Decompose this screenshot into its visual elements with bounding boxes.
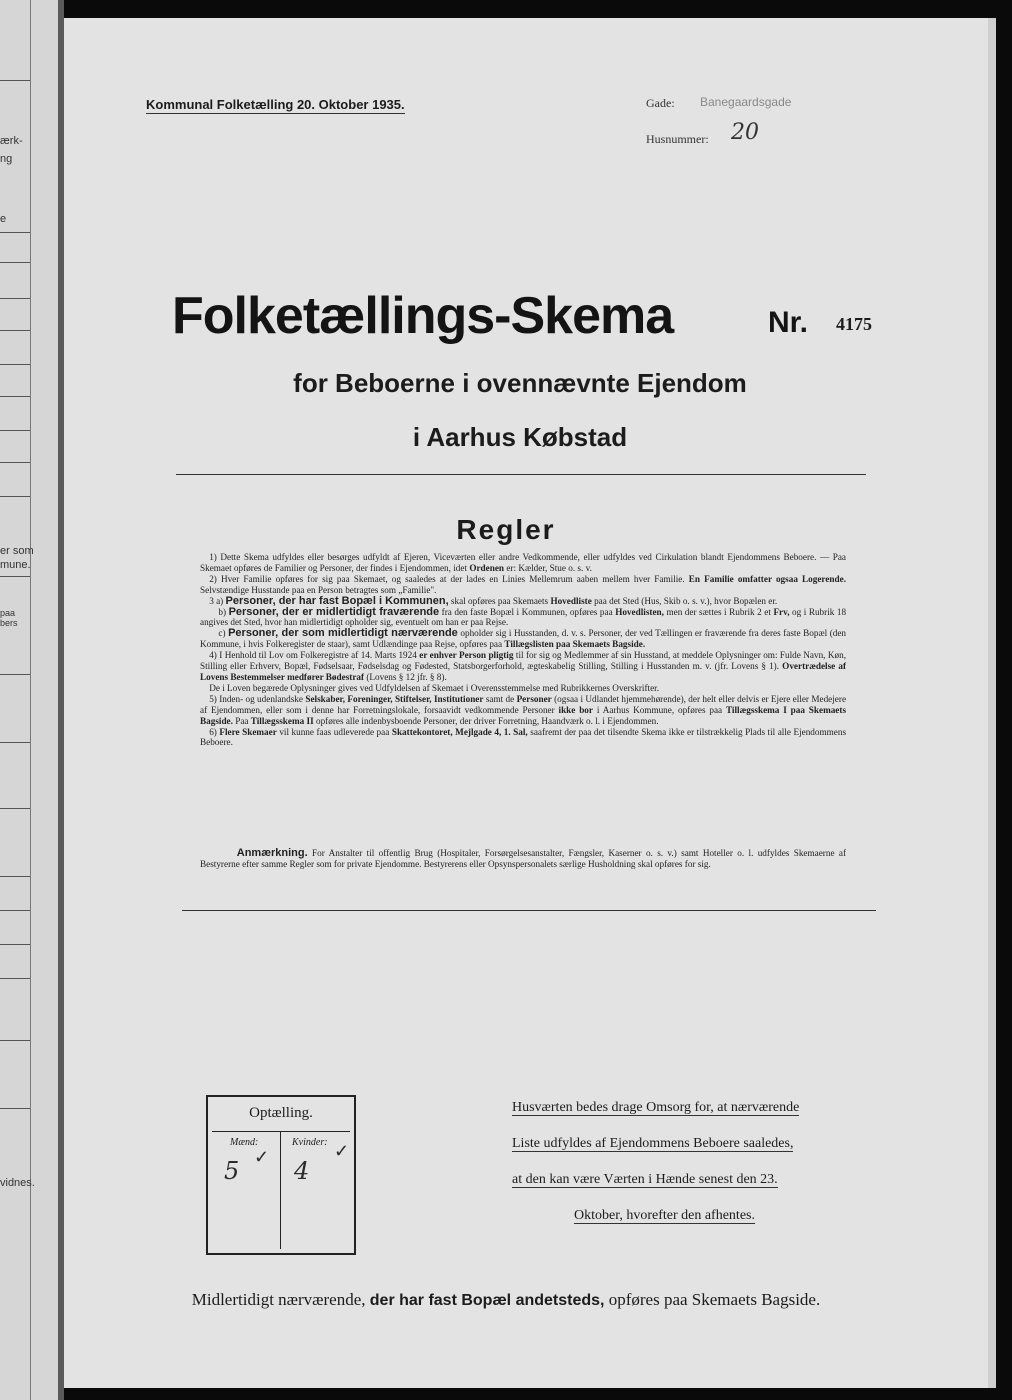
rule-1: 1) Dette Skema udfyldes eller besørges udfyldt af Ejeren, Viceværten eller andre Vedkommende, eller udfyldes ved Cirkulation blandt Ejendommens Beboere. — Paa Skemaet opføres de Familier og Personer, der findes i Ejendommen, idet Ordenen er: Kælder, Stue o. s. v. [200, 552, 846, 573]
remark-divider [182, 910, 876, 911]
notice-line: Husværten bedes drage Omsorg for, at nærværende [512, 1100, 800, 1115]
page-fragment: ng [0, 153, 13, 165]
count-box [206, 1095, 356, 1255]
rule-3a: 3 a) Personer, der har fast Bopæl i Kommunen, skal opføres paa Skemaets Hovedliste paa det Sted (Hus, Skib o. s. v.), hvor Bopælen er. [209, 594, 778, 607]
row-rule [0, 876, 30, 877]
notice-line: Liste udfyldes af Ejendommens Beboere saaledes, [512, 1136, 794, 1151]
row-rule [0, 944, 30, 945]
row-rule [0, 576, 30, 577]
form-subtitle: for Beboerne i ovennævnte Ejendom [293, 368, 747, 398]
check-mark-icon: ✓ [254, 1147, 270, 1167]
row-rule [0, 462, 30, 463]
remark [200, 848, 846, 870]
husnummer-label: Husnummer: [646, 132, 709, 146]
form-number: 4175 [836, 314, 872, 334]
row-rule [0, 808, 30, 809]
rule-3b: b) Personer, der er midlertidigt fraværende fra den faste Bopæl i Kommunen, opføres paa Hovedlisten, men der sættes i Rubrik 2 et Frv, og i Rubrik 18 angives det Sted, hvor han midlertidigt opholder sig, eventuelt om han er paa Rejse. [200, 605, 847, 628]
rule-5: 5) Inden- og udenlandske Selskaber, Foreninger, Stiftelser, Institutioner samt de Personer (ogsaa i Udlandet hjemmehørende), der helt eller delvis er Ejere eller Medejere af Ejendommen, eller som i denne har Forretningslokale, forsaavidt vedkommende Personer ikke bor i Aarhus Kommune, opføres paa Tillægsskema I paa Skemaets Bagside. Paa Tillægsskema II opføres alle indenbysboende Personer, der driver Forretning, Haandværk o. l. i Ejendommen. [200, 693, 847, 726]
census-heading: Kommunal Folketælling 20. Oktober 1935. [146, 97, 405, 112]
gade-label: Gade: [646, 96, 675, 110]
remark-text: For Anstalter til offentlig Brug (Hospitaler, Forsørgelsesanstalter, Fængsler, Kaserner o. s. v.) samt Hoteller o. l. udfyldes Skemaerne af Bestyrerne efter samme Regler som for private Ejendomme. Bestyrerens eller Opsynspersonalets særlige Husholdning skal opføres for sig. [200, 848, 847, 869]
row-rule [0, 298, 30, 299]
row-rule [0, 978, 30, 979]
rule-3c: c) Personer, der som midlertidigt nærværende opholder sig i Husstanden, d. v. s. Personer, der ved Tællingen er fraværende fra deres faste Bopæl (den Kommune, i hvis Folkeregister de staar), samt Udlændinge paa Rejse, opføres paa Tillægslisten paa Skemaets Bagside. [200, 627, 847, 650]
men-label: Mænd: [230, 1137, 259, 1148]
row-rule [0, 910, 30, 911]
husnummer-value: 20 [731, 120, 759, 145]
row-rule [0, 1040, 30, 1041]
rule-2: 2) Hver Familie opføres for sig paa Skemaet, og saaledes at der lades en Linies Mellemrum aaben mellem hver Familie. En Familie omfatter ogsaa Logerende. Selvstændige Husstande paa en Person betragtes som „Familie". [200, 573, 846, 595]
row-rule [0, 330, 30, 331]
remark-label: Anmærkning. [236, 847, 308, 859]
row-rule [0, 742, 30, 743]
count-divider [212, 1131, 350, 1132]
women-count: 4 [294, 1157, 310, 1185]
title-divider [176, 474, 866, 475]
form-title: Folketællings-Skema [172, 287, 674, 345]
notice-line: at den kan være Værten i Hænde senest den 23. [512, 1172, 778, 1187]
page-fragment: mune. [0, 559, 31, 571]
rule-6: 6) Flere Skemaer vil kunne faas udleverede paa Skattekontoret, Mejlgade 4, 1. Sal, saafremt der paa det tilsendte Skema ikke er tilstrækkelig Plads til alle Ejendommens Beboere. [200, 726, 847, 748]
page-fragment: er som [0, 545, 34, 557]
row-rule [0, 1108, 30, 1109]
column-line [30, 0, 31, 1400]
row-rule [0, 364, 30, 365]
count-column-divider [280, 1131, 281, 1249]
rule-4-note: De i Loven begærede Oplysninger gives ved Udfyldelsen af Skemaet i Overensstemmelse med Rubrikkernes Overskrifter. [209, 682, 659, 693]
row-rule [0, 262, 30, 263]
page-fragment: bers [0, 618, 18, 628]
previous-page-edge [0, 0, 60, 1400]
row-rule [0, 496, 30, 497]
footer-note: Midlertidigt nærværende, der har fast Bopæl andetsteds, opføres paa Skemaets Bagside. [191, 1290, 821, 1309]
page-fragment: ærk- [0, 135, 23, 147]
form-number-label: Nr. [768, 306, 809, 339]
rules-heading: Regler [456, 514, 556, 545]
check-mark-icon: ✓ [334, 1141, 350, 1161]
notice-line: Oktober, hvorefter den afhentes. [574, 1208, 755, 1223]
page-fragment: paa [0, 608, 16, 618]
gade-value: Banegaardsgade [700, 95, 792, 109]
page-stack-edge [988, 18, 996, 1388]
row-rule [0, 674, 30, 675]
men-count: 5 [224, 1157, 240, 1185]
page-fragment: vidnes. [0, 1177, 35, 1189]
women-label: Kvinder: [292, 1137, 328, 1148]
count-title: Optælling. [249, 1105, 313, 1121]
row-rule [0, 232, 30, 233]
form-location: i Aarhus Købstad [412, 422, 628, 452]
rule-4: 4) I Henhold til Lov om Folkeregistre af 14. Marts 1924 er enhver Person pligtig til for sig og Medlemmer af sin Husstand, at meddele Oplysninger om: Fulde Navn, Køn, Stilling eller Erhverv, Bopæl, Fødselsaar, Fødselsdag og Fødested, Statsborgerforhold, ægteskabelig Stilling, Stilling i Husstanden m. v. (jfr. Lovens § 1). Overtrædelse af Lovens Bestemmelser medfører Bødestraf (Lovens § 12 jfr. § 8). [200, 650, 847, 682]
rules-text [200, 552, 846, 748]
page-fragment: e [0, 213, 7, 225]
row-rule [0, 80, 30, 81]
